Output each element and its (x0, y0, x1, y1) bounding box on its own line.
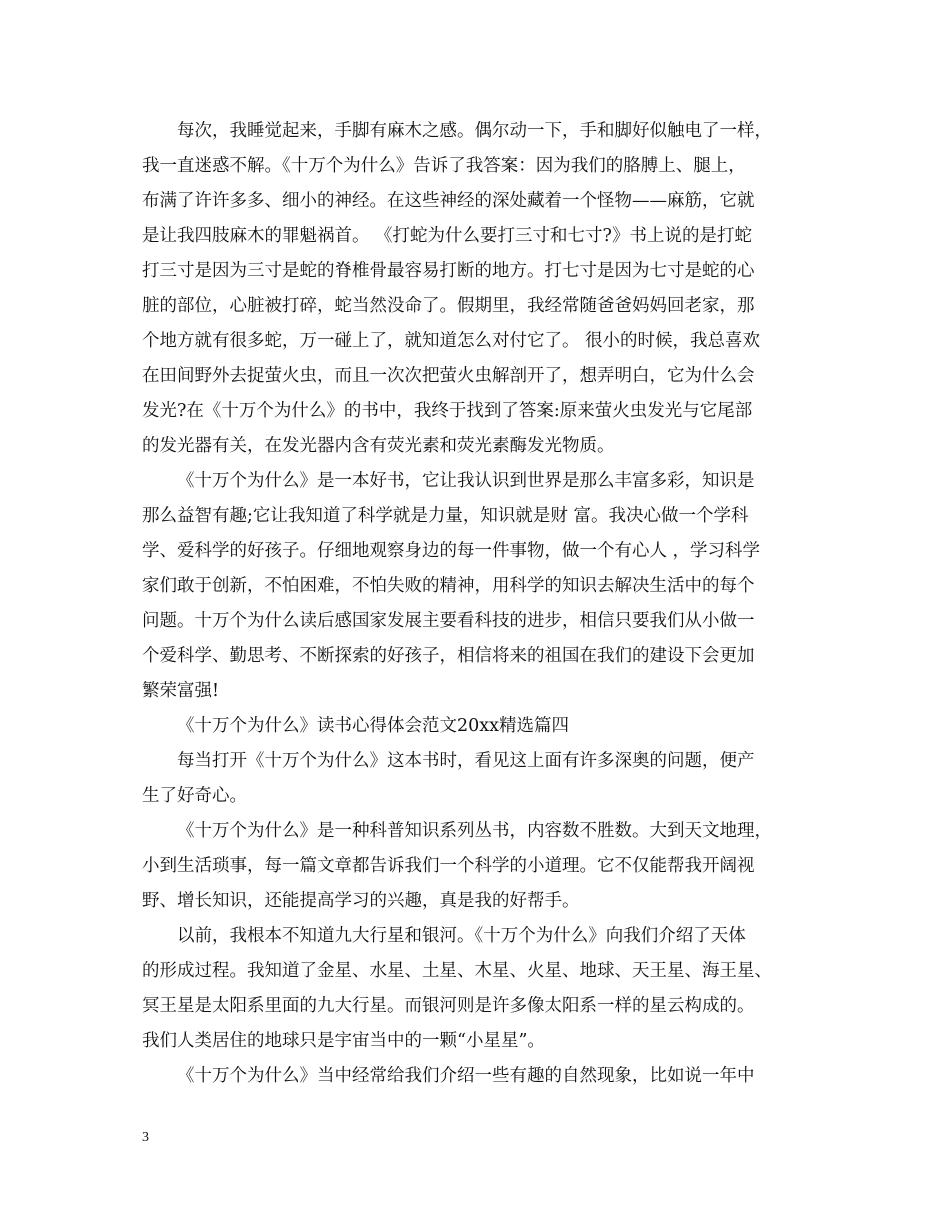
text-line: 个爱科学、勤思考、不断探索的好孩子，相信将来的祖国在我们的建设下会更加 (142, 646, 755, 666)
text-line: 的形成过程。我知道了金星、水星、土星、木星、火星、地球、天王星、海王星、 (142, 961, 772, 981)
text-line: 的发光器有关，在发光器内含有荧光素和荧光素酶发光物质。 (142, 436, 615, 456)
text-line: 布满了许许多多、细小的神经。在这些神经的深处藏着一个怪物——麻筋，它就 (142, 191, 755, 211)
text-line: 繁荣富强! (142, 681, 220, 701)
text-line: 以前，我根本不知道九大行星和银河。《十万个为什么》向我们介绍了天体 (177, 926, 746, 946)
text-line: 问题。十万个为什么读后感国家发展主要看科技的进步，相信只要我们从小做一 (142, 611, 755, 631)
text-line: 个地方就有很多蛇，万一碰上了，就知道怎么对付它了。 很小的时候，我总喜欢 (142, 331, 761, 351)
text-line: 在田间野外去捉萤火虫，而且一次次把萤火虫解剖开了，想弄明白，它为什么会 (142, 366, 755, 386)
text-line: 那么益智有趣;它让我知道了科学就是力量，知识就是财 富。我决心做一个学科 (142, 506, 749, 526)
section-heading: 《十万个为什么》读书心得体会范文20xx精选篇四 (177, 716, 570, 736)
page-number: 3 (142, 1130, 149, 1145)
text-line: 《十万个为什么》是一本好书，它让我认识到世界是那么丰富多彩，知识是 (177, 471, 755, 491)
text-line: 《十万个为什么》当中经常给我们介绍一些有趣的自然现象，比如说一年中 (177, 1066, 755, 1086)
text-line: 是让我四肢麻木的罪魁祸首。 《打蛇为什么要打三寸和七寸?》书上说的是打蛇 (142, 226, 752, 246)
text-line: 每当打开《十万个为什么》这本书时，看见这上面有许多深奥的问题，便产 (177, 751, 755, 771)
text-line: 家们敢于创新，不怕困难，不怕失败的精神，用科学的知识去解决生活中的每个 (142, 576, 755, 596)
text-line: 发光?在《十万个为什么》的书中，我终于找到了答案:原来萤火虫发光与它尾部 (142, 401, 753, 421)
text-line: 野、增长知识，还能提高学习的兴趣，真是我的好帮手。 (142, 891, 580, 911)
text-line: 脏的部位，心脏被打碎，蛇当然没命了。假期里，我经常随爸爸妈妈回老家，那 (142, 296, 755, 316)
text-line: 打三寸是因为三寸是蛇的脊椎骨最容易打断的地方。打七寸是因为七寸是蛇的心 (142, 261, 755, 281)
text-line: 冥王星是太阳系里面的九大行星。而银河则是许多像太阳系一样的星云构成的。 (142, 996, 755, 1016)
text-line: 我们人类居住的地球只是宇宙当中的一颗“小星星”。 (142, 1031, 545, 1051)
text-line: 小到生活琐事，每一篇文章都告诉我们一个科学的小道理。它不仅能帮我开阔视 (142, 856, 755, 876)
text-line: 每次，我睡觉起来，手脚有麻木之感。偶尔动一下，手和脚好似触电了一样， (177, 121, 772, 141)
text-line: 生了好奇心。 (142, 786, 247, 806)
text-line: 我一直迷惑不解。《十万个为什么》告诉了我答案：因为我们的胳膊上、腿上， (142, 156, 746, 176)
text-line: 《十万个为什么》是一种科普知识系列丛书，内容数不胜数。大到天文地理， (177, 821, 772, 841)
text-line: 学、爱科学的好孩子。仔细地观察身边的每一件事物，做一个有心人 ，学习科学 (142, 541, 761, 561)
